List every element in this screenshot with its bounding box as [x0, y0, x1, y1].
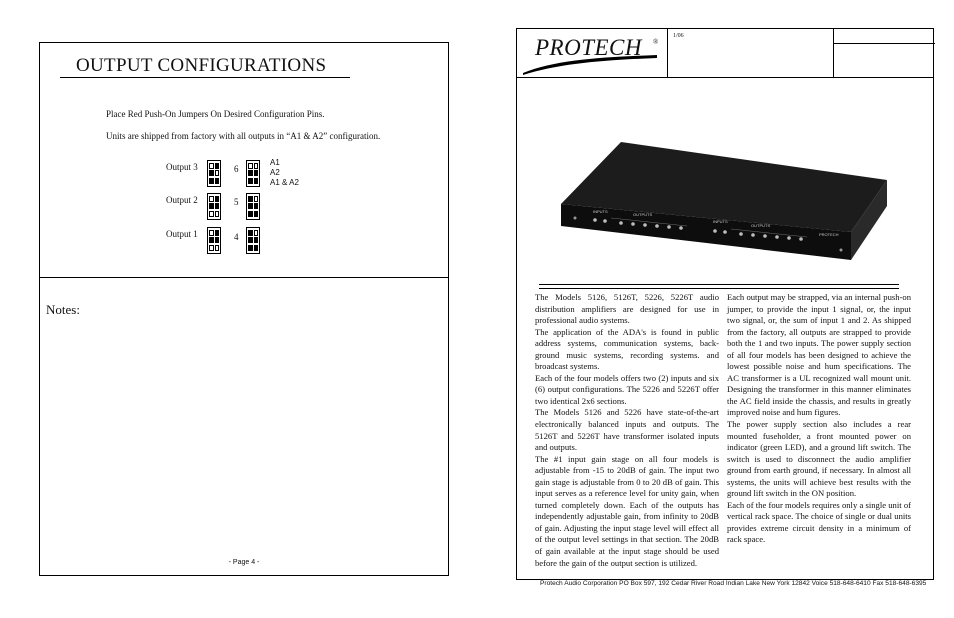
panel-label-inputs-2: INPUTS	[713, 219, 728, 224]
legend-a1: A1	[270, 158, 280, 167]
output-5-number: 5	[234, 197, 239, 207]
output-1-jumper-block	[207, 227, 221, 254]
rack-amplifier-photo-icon	[551, 134, 901, 274]
output-3-jumper-block	[207, 160, 221, 187]
output-6-jumper-legend-block	[246, 160, 260, 187]
output-1-label: Output 1	[166, 229, 198, 239]
panel-label-outputs-2: OUTPUTS	[751, 223, 771, 228]
paragraph-application: The application of the ADA's is found in public address systems, communication systems, back-ground music systems, recording systems. and broadcast systems.	[535, 326, 719, 372]
output-4-number: 4	[234, 232, 239, 242]
page-title: OUTPUT CONFIGURATIONS	[76, 55, 327, 76]
instruction-factory-default: Units are shipped from factory with all outputs in “A1 & A2” configuration.	[106, 131, 381, 141]
notes-label: Notes:	[46, 302, 80, 317]
output-5-jumper-block	[246, 193, 260, 220]
description-column-right	[727, 292, 911, 546]
output-2-jumper-block	[207, 193, 221, 220]
datasheet-body	[516, 78, 934, 580]
paragraph-gain: The #1 input gain stage on all four models is adjustable from -15 to 20dB of gain. The input two gain stage is adjustable from 0 to 20 dB of gain. This input serves as a reference level for unity gain, when turned completely down. Each of the outputs has independently adjustable gain, from infinity to 20dB of gain. Adjusting the input stage level will effect all of the output level settings in that section. The 20dB of gain available at the input stage should be used before the gain of the output section is utilized.	[535, 453, 719, 568]
output-6-number: 6	[234, 164, 239, 174]
datasheet-header	[516, 28, 934, 78]
section-rule-top	[539, 284, 899, 285]
paragraph-balanced-io: The Models 5126 and 5226 have state-of-the-art electronically balanced inputs and outputs. The 5126T and 5226T have transformer isolated inputs and outputs.	[535, 407, 719, 453]
paragraph-strapping: Each output may be strapped, via an internal push-on jumper, to provide the input 1 signal, or, the input two signal, or, the sum of input 1 and 2. As shipped from the factory, all outputs are strapped to provide both the 1 and two inputs. The power supply section of all four models has been designed to achieve the lowest possible noise and hum specifications. The AC transformer is a UL recognized wall mount unit. Designing the transformer in this manner eliminates the AC field inside the chassis, and results in greatly improved noise and hum figures.	[727, 292, 911, 418]
instruction-jumpers: Place Red Push-On Jumpers On Desired Configuration Pins.	[106, 109, 325, 119]
section-rule-bottom	[539, 288, 899, 289]
paragraph-power-supply: The power supply section also includes a rear mounted fuseholder, a front mounted power on indicator (green LED), and a ground lift switch. The switch is used to disconnect the audio amplifier ground from earth ground, if necessary. In almost all systems, the units will achieve best results with the ground lift switch in the ON position.	[727, 419, 911, 499]
logo-cell	[517, 29, 668, 77]
paragraph-intro: The Models 5126, 5126T, 5226, 5226T audio distribution amplifiers are designed for use in professional audio systems.	[535, 292, 719, 326]
panel-label-brand: PROTECH	[819, 232, 839, 237]
paragraph-configurations: Each of the four models offers two (2) inputs and six (6) output configurations. The 5226 and 5226T offer two identical 2x6 sections.	[535, 372, 719, 406]
paragraph-rack-space: Each of the four models requires only a single unit of vertical rack space. The choice of single or dual units provides extreme circuit density in a minimum of rack space.	[727, 499, 911, 545]
header-rule	[833, 43, 935, 44]
legend-a1-a2: A1 & A2	[270, 178, 299, 187]
description-column-left	[535, 292, 719, 569]
revision-date: 1/06	[673, 33, 684, 39]
output-configurations-panel	[39, 42, 449, 278]
title-underline	[60, 77, 350, 78]
date-cell	[667, 29, 834, 77]
company-footer: Protech Audio Corporation PO Box 597, 192 Cedar River Road Indian Lake New York 12842 Voice 518-648-6410 Fax 518-648-6395	[540, 580, 927, 587]
output-2-label: Output 2	[166, 195, 198, 205]
panel-label-inputs-1: INPUTS	[593, 209, 608, 214]
page-number: - Page 4 -	[228, 559, 260, 566]
registered-mark: ®	[653, 38, 659, 46]
output-3-label: Output 3	[166, 162, 198, 172]
panel-label-outputs-1: OUTPUTS	[633, 212, 653, 217]
output-4-jumper-block	[246, 227, 260, 254]
legend-a2: A2	[270, 168, 280, 177]
brand-logo: PROTECH	[535, 35, 642, 60]
notes-panel	[39, 278, 449, 576]
